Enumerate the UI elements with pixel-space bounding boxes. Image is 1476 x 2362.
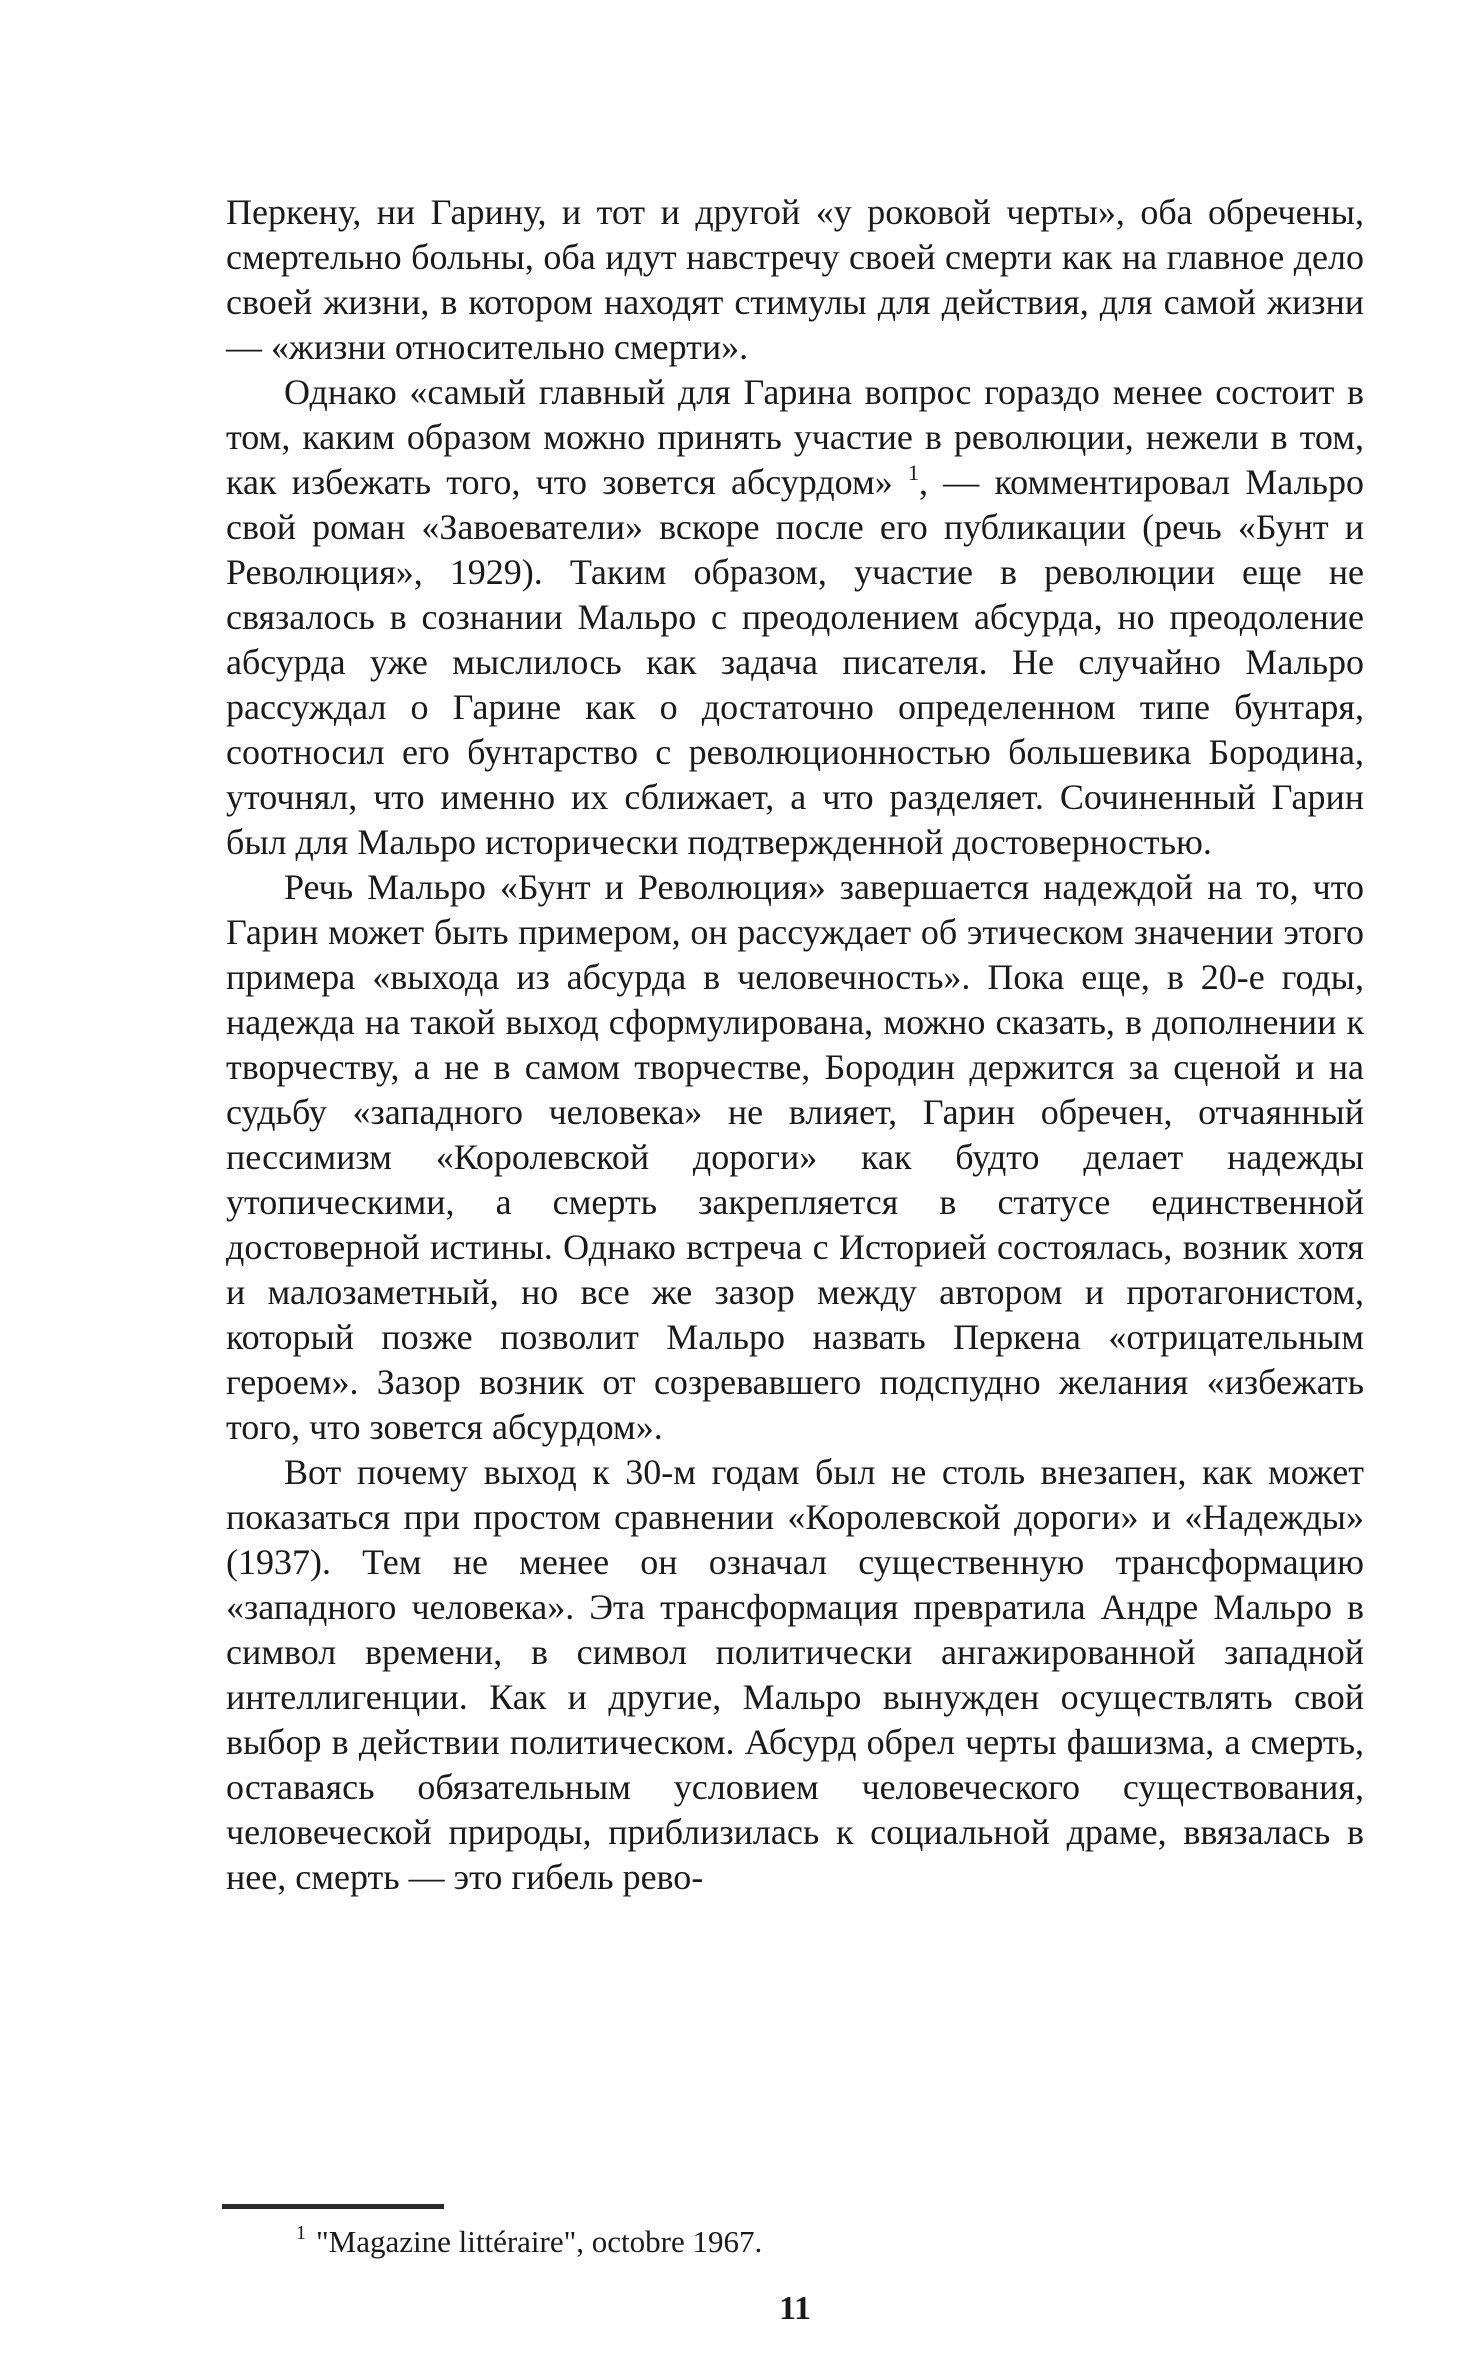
body-text — [226, 190, 1364, 1900]
footnote — [296, 2222, 762, 2262]
footnote-divider — [222, 2204, 444, 2209]
paragraph-3: Речь Мальро «Бунт и Революция» завершается надеждой на то, что Гарин может быть примером, он рассуждает об этическом значении этого примера «выхода из абсурда в человечность». Пока еще, в 20-е годы, надежда на такой выход сформулирована, можно сказать, в дополнении к творчеству, а не в самом творчестве, Бородин держится за сценой и на судьбу «западного человека» не влияет, Гарин обречен, отчаянный пессимизм «Королевской дороги» как будто делает надежды утопическими, а смерть закрепляется в статусе единственной достоверной истины. Однако встреча с Историей состоялась, возник хотя и малозаметный, но все же зазор между автором и протагонистом, который позже позволит Мальро назвать Перкена «отрицательным героем». Зазор возник от созревавшего подспудно желания «избежать того, что зовется абсурдом». — [226, 867, 1364, 1447]
paragraph-2-text-start: Однако «самый главный для Гарина вопрос гораздо менее состоит в том, каким образом можно принять участие в революции, нежели в том, как избежать того, что зовется абсурдом» — [226, 372, 1364, 502]
footnote-reference[interactable]: 1 — [907, 460, 919, 485]
page-body — [226, 190, 1364, 1900]
paragraph-4: Вот почему выход к 30-м годам был не столь внезапен, как может показаться при простом сравнении «Королевской дороги» и «Надежды» (1937). Тем не менее он означал существенную трансформацию «западного человека». Эта трансформация превратила Андре Мальро в символ времени, в символ политически ангажированной западной интеллигенции. Как и другие, Мальро вынужден осуществлять свой выбор в действии политическом. Абсурд обрел черты фашизма, а смерть, оставаясь обязательным условием человеческого существования, человеческой природы, приблизилась к социальной драме, ввязалась в нее, смерть — это гибель рево- — [226, 1452, 1364, 1897]
paragraph-1: Перкену, ни Гарину, и тот и другой «у роковой черты», оба обречены, смертельно больны, оба идут навстречу своей смерти как на главное дело своей жизни, в котором находят стимулы для действия, для самой жизни — «жизни относительно смерти». — [226, 192, 1364, 367]
footnote-marker: 1 — [296, 2222, 306, 2244]
paragraph-2 — [226, 370, 1364, 865]
paragraph-2-text-end: , — комментировал Мальро свой роман «Завоеватели» вскоре после его публикации (речь «Бунт и Революция», 1929). Таким образом, участие в революции еще не связалось в сознании Мальро с преодолением абсурда, но преодоление абсурда уже мыслилось как задача писателя. Не случайно Мальро рассуждал о Гарине как о достаточно определенном типе бунтаря, соотносил его бунтарство с революционностью большевика Бородина, уточнял, что именно их сближает, а что разделяет. Сочиненный Гарин был для Мальро исторически подтвержденной достоверностью. — [226, 462, 1364, 862]
footnote-text: "Magazine littéraire", octobre 1967. — [316, 2224, 763, 2259]
page-number: 11 — [778, 2290, 812, 2327]
